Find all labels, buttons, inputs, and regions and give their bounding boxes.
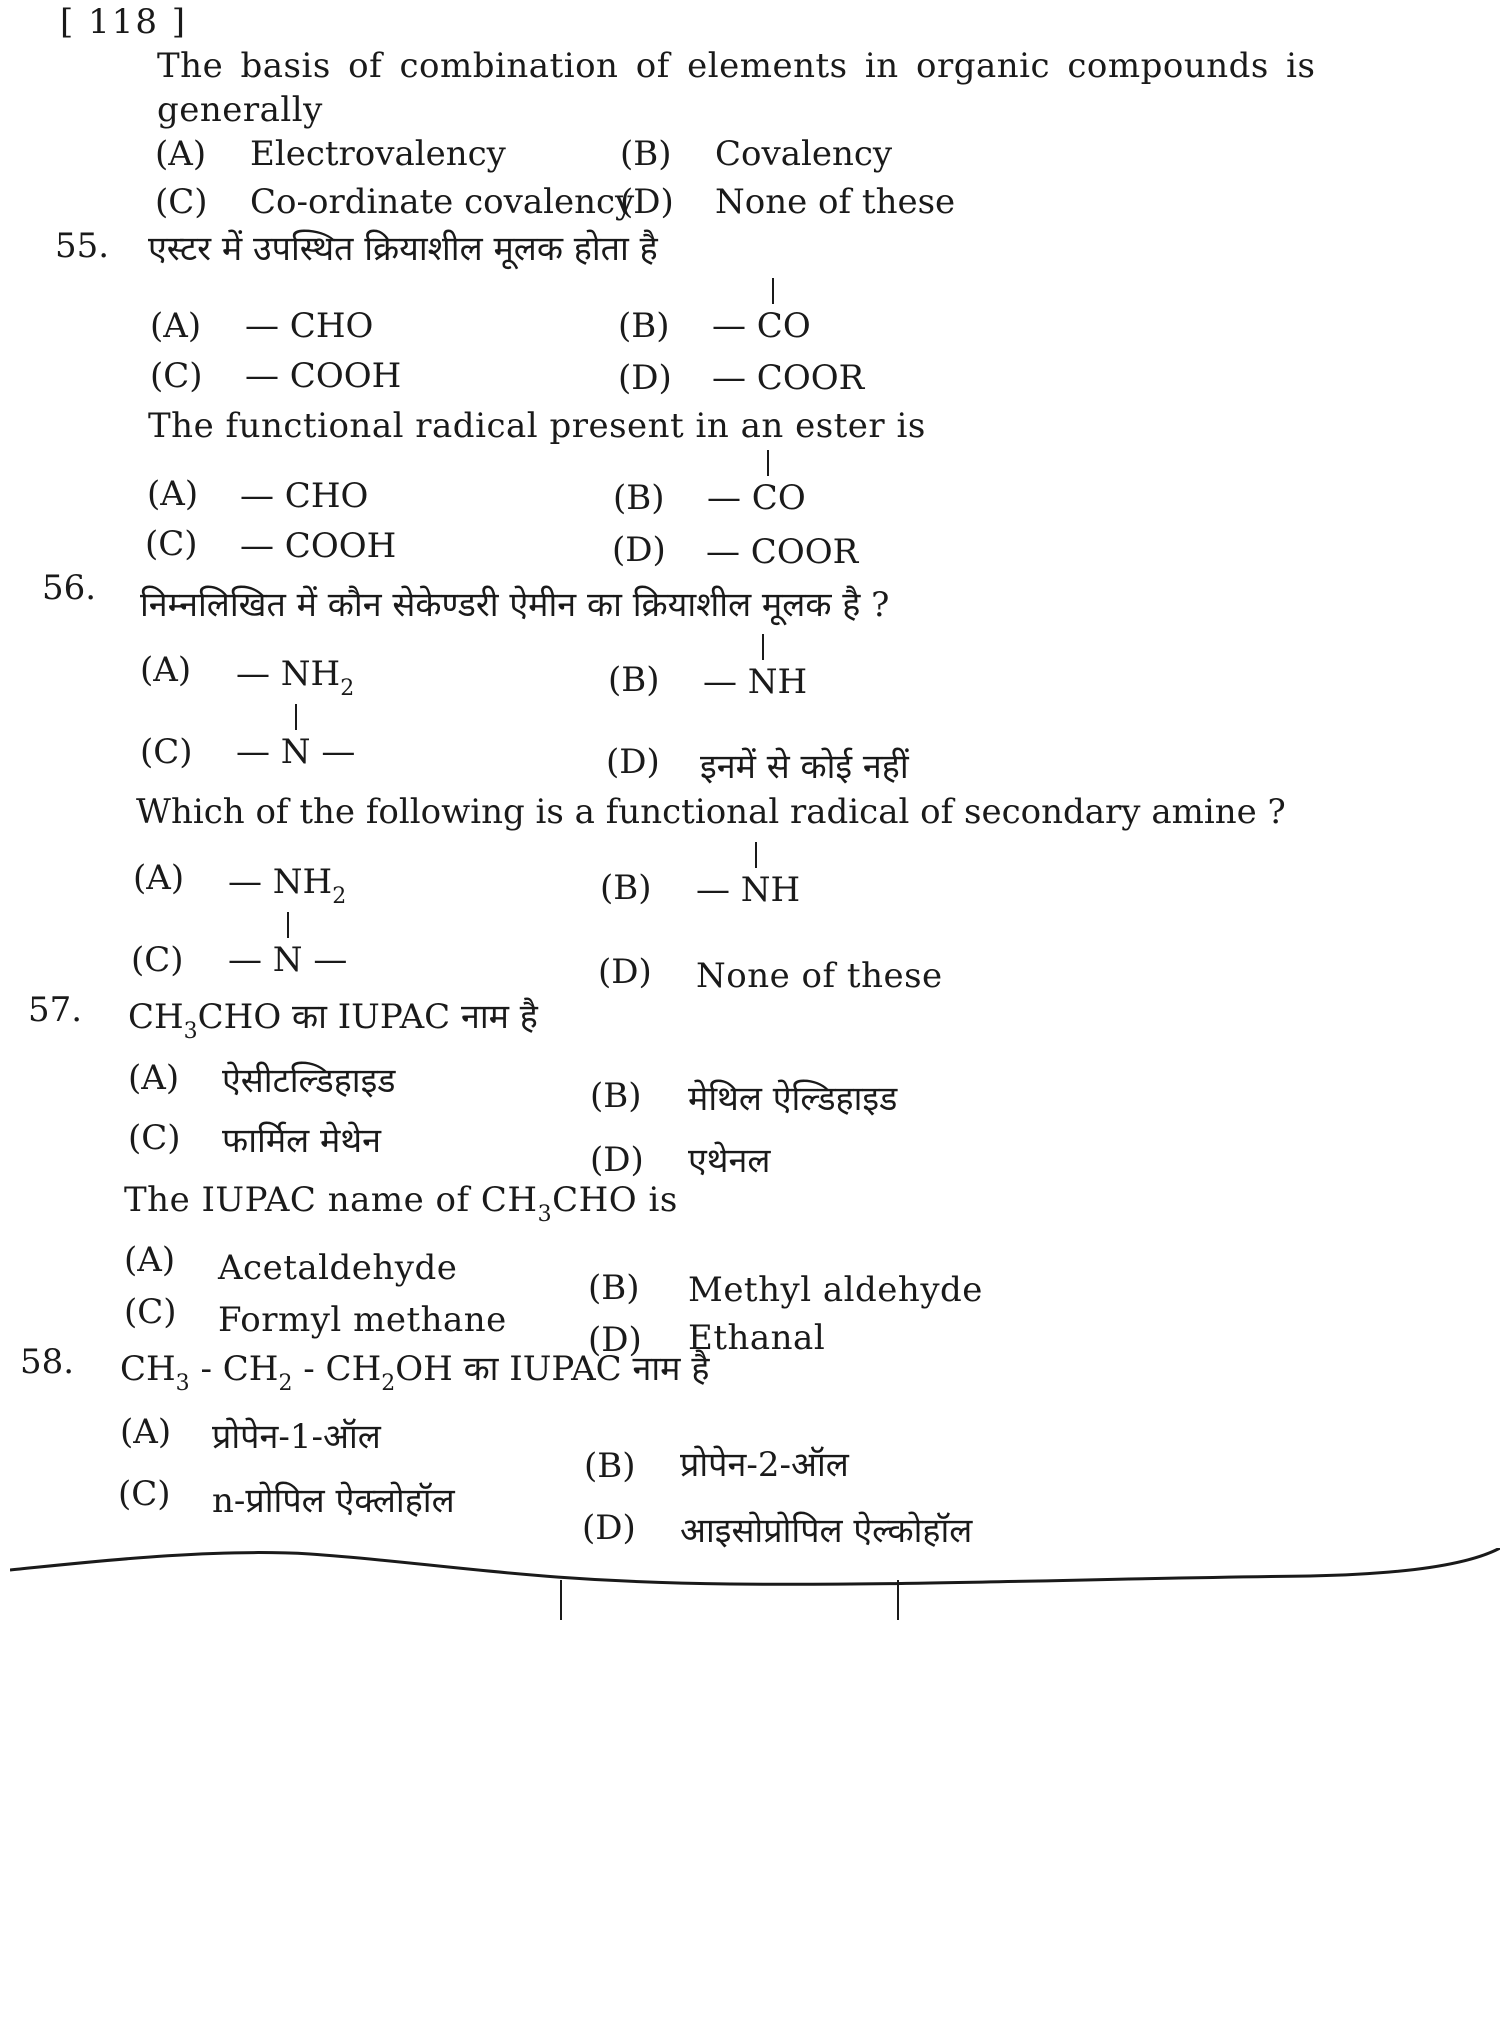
q58-option-c-text: n-प्रोपिल ऐक्लोहॉल [212, 1481, 455, 1521]
q55-english-question: The functional radical present in an ester is [148, 406, 926, 446]
q57-hi-option-b-text: मेथिल ऐल्डिहाइड [688, 1079, 898, 1119]
q55-en-option-c-label: (C) [145, 524, 198, 564]
q57-hi-option-d-label: (D) [590, 1140, 644, 1180]
q57-hi-option-d-text: एथेनल [688, 1141, 771, 1181]
carbonyl-bond: — CO [707, 478, 806, 518]
nitrogen-bond: — N — [236, 732, 355, 772]
q57-hi-option-a-label: (A) [128, 1058, 180, 1098]
footer-box [560, 1580, 899, 1620]
q55-hi-option-c-text: — COOH [245, 356, 402, 396]
q55-en-option-d-text: — COOR [706, 532, 859, 572]
nitrogen-bond: — NH [696, 870, 800, 910]
q57-en-option-c-text: Formyl methane [218, 1300, 507, 1340]
q55-hi-option-b-label: (B) [618, 306, 670, 346]
q54-question-line2: generally [157, 90, 323, 130]
q56-en-option-a-label: (A) [133, 858, 185, 898]
q58-option-b-text: प्रोपेन-2-ऑल [680, 1445, 849, 1485]
q58-hindi-question: $CH_3 - CH_2 - CH_2OH$ का IUPAC नाम है [120, 1349, 710, 1396]
q54-option-d-label: (D) [620, 182, 674, 222]
q58-number: 58. [20, 1342, 75, 1382]
q57-hindi-question: $CH_3CHO$ का IUPAC नाम है [128, 997, 538, 1044]
q58-option-d-label: (D) [582, 1508, 636, 1548]
q56-hi-option-a-label: (A) [140, 650, 192, 690]
q54-question-line1: The basis of combination of elements in organic compounds is [157, 46, 1316, 86]
q55-en-option-b-text [707, 478, 806, 518]
q56-en-option-c-label: (C) [131, 940, 184, 980]
carbonyl-bond: — CO [712, 306, 811, 346]
page-number: [ 118 ] [60, 2, 188, 42]
q58-option-c-label: (C) [118, 1474, 171, 1514]
q56-english-question: Which of the following is a functional radical of secondary amine ? [136, 792, 1286, 832]
q56-en-option-c-text [228, 940, 347, 980]
q57-number: 57. [28, 990, 83, 1030]
q55-hindi-question: एस्टर में उपस्थित क्रियाशील मूलक होता है [148, 229, 658, 269]
q57-en-option-b-label: (B) [588, 1268, 640, 1308]
q56-en-option-b-text [696, 870, 800, 910]
q56-hi-option-c-label: (C) [140, 732, 193, 772]
q54-option-b-label: (B) [620, 134, 672, 174]
q56-hi-option-b-text [703, 662, 807, 702]
q54-option-a-text: Electrovalency [250, 134, 506, 174]
q57-en-option-d-label: (D) [588, 1320, 642, 1360]
nitrogen-bond: — NH [703, 662, 807, 702]
q55-en-option-a-text: — CHO [240, 476, 369, 516]
q56-hi-option-c-text [236, 732, 355, 772]
q56-en-option-d-label: (D) [598, 952, 652, 992]
nitrogen-bond: — N — [228, 940, 347, 980]
q56-en-option-a-text: — $NH_2$ [228, 862, 347, 909]
q55-en-option-a-label: (A) [147, 474, 199, 514]
q57-en-option-b-text: Methyl aldehyde [688, 1270, 983, 1310]
q55-hi-option-b-text [712, 306, 811, 346]
q54-option-a-label: (A) [155, 134, 207, 174]
q56-en-option-d-text: None of these [696, 956, 943, 996]
q57-hi-option-a-text: ऐसीटल्डिहाइड [222, 1061, 396, 1101]
q54-option-b-text: Covalency [715, 134, 893, 174]
q55-number: 55. [55, 226, 110, 266]
q54-option-c-label: (C) [155, 182, 208, 222]
q58-option-d-text: आइसोप्रोपिल ऐल्कोहॉल [680, 1511, 973, 1551]
q56-hi-option-d-label: (D) [606, 742, 660, 782]
q55-hi-option-c-label: (C) [150, 356, 203, 396]
q56-number: 56. [42, 568, 97, 608]
q56-hi-option-a-text: — $NH_2$ [236, 654, 355, 701]
q57-en-option-a-label: (A) [124, 1240, 176, 1280]
q55-en-option-b-label: (B) [613, 478, 665, 518]
q58-option-b-label: (B) [584, 1446, 636, 1486]
q56-hindi-question: निम्नलिखित में कौन सेकेण्डरी ऐमीन का क्रियाशील मूलक है ? [140, 585, 890, 625]
q57-hi-option-b-label: (B) [590, 1076, 642, 1116]
q55-hi-option-d-label: (D) [618, 358, 672, 398]
q57-hi-option-c-label: (C) [128, 1118, 181, 1158]
q58-option-a-label: (A) [120, 1412, 172, 1452]
q57-hi-option-c-text: फार्मिल मेथेन [222, 1121, 381, 1161]
q54-option-d-text: None of these [715, 182, 956, 222]
q57-en-option-c-label: (C) [124, 1292, 177, 1332]
q56-hi-option-b-label: (B) [608, 660, 660, 700]
q55-hi-option-a-label: (A) [150, 306, 202, 346]
q56-hi-option-d-text: इनमें से कोई नहीं [700, 747, 909, 787]
q57-en-option-a-text: Acetaldehyde [218, 1248, 458, 1288]
q54-option-c-text: Co-ordinate covalency [250, 182, 635, 222]
q57-english-question: The IUPAC name of $CH_3CHO$ is [124, 1180, 678, 1227]
q57-en-option-d-text: Ethanal [688, 1318, 826, 1358]
q55-hi-option-a-text: — CHO [245, 306, 374, 346]
q55-en-option-c-text: — COOH [240, 526, 397, 566]
q55-hi-option-d-text: — COOR [712, 358, 865, 398]
q55-en-option-d-label: (D) [612, 530, 666, 570]
q56-en-option-b-label: (B) [600, 868, 652, 908]
q58-option-a-text: प्रोपेन-1-ऑल [212, 1417, 381, 1457]
